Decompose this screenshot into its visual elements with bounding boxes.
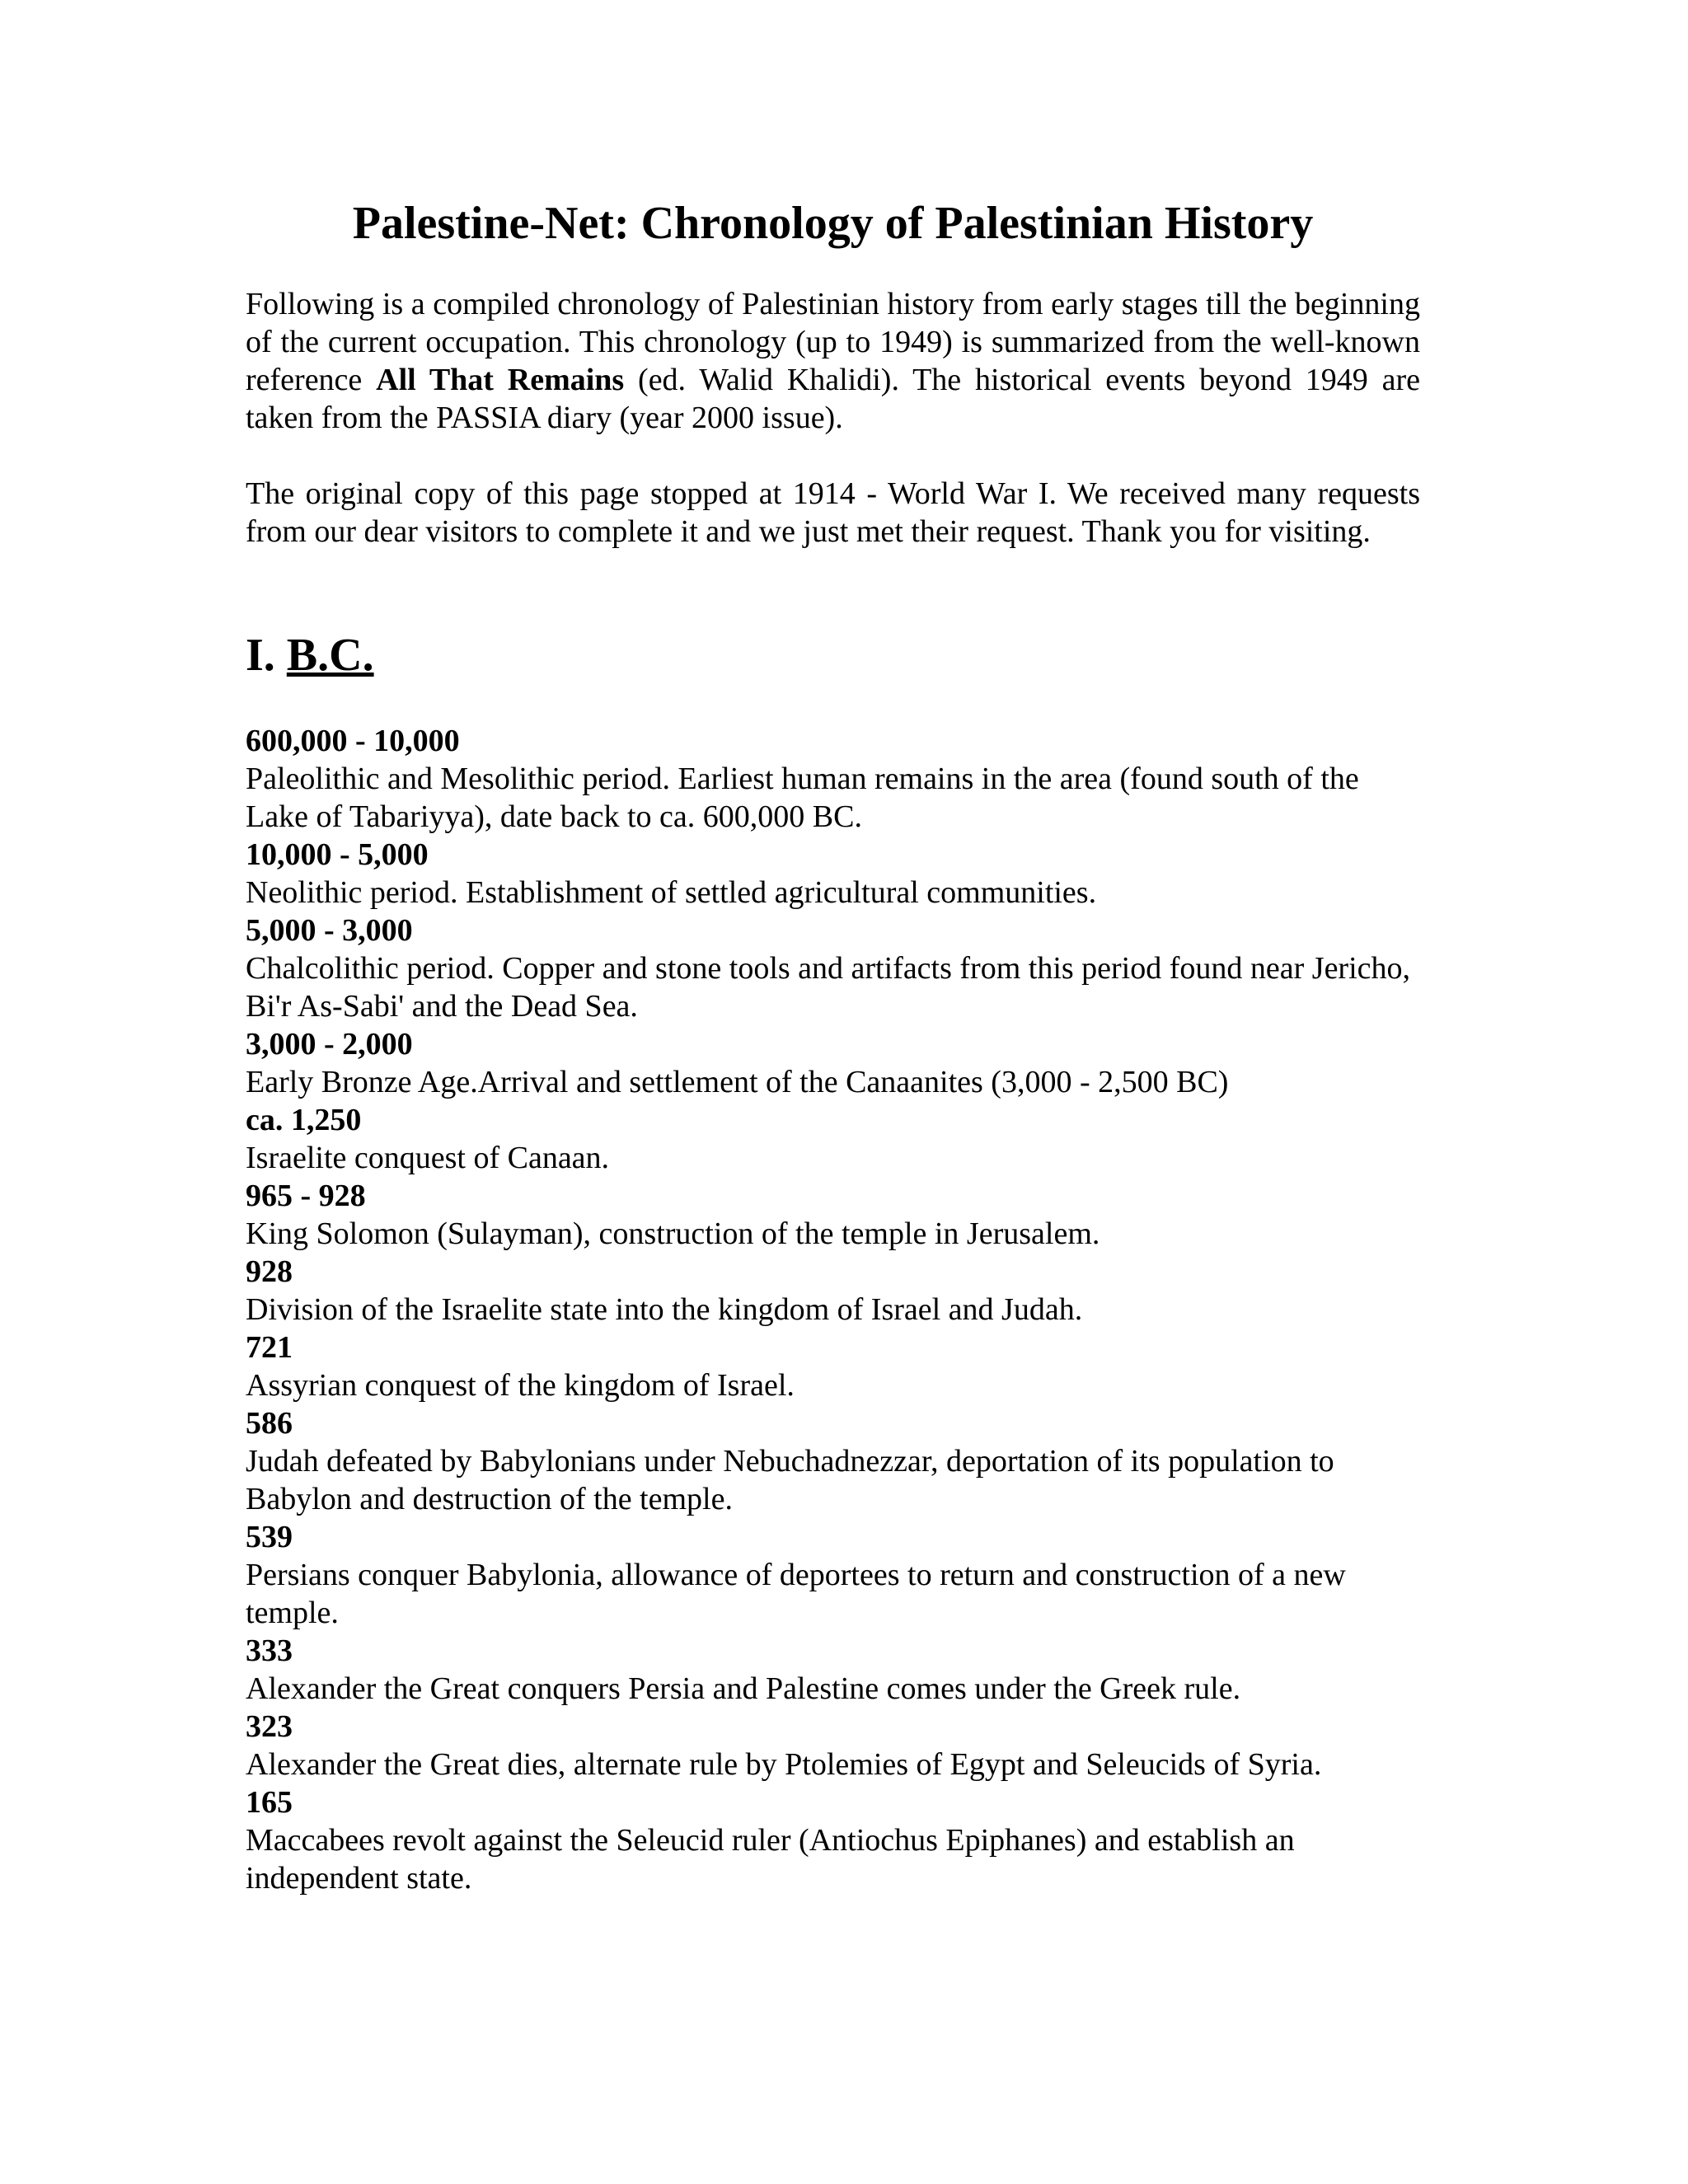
entry-date: 10,000 - 5,000 [246, 837, 429, 872]
section-label: B.C. [286, 630, 374, 681]
entry-date: 586 [246, 1406, 293, 1441]
chronology-entry [246, 1101, 1420, 1177]
entry-text: Alexander the Great dies, alternate rule by Ptolemies of Egypt and Seleucids of Syria. [246, 1747, 1322, 1782]
entry-date: 965 - 928 [246, 1179, 366, 1213]
entry-date: 323 [246, 1709, 293, 1744]
entry-date: 928 [246, 1254, 293, 1289]
chronology-entry [246, 1708, 1420, 1783]
intro-paragraph [246, 285, 1420, 437]
entry-text: Early Bronze Age.Arrival and settlement of the Canaanites (3,000 - 2,500 BC) [246, 1065, 1229, 1099]
entry-text: Neolithic period. Establishment of settled agricultural communities. [246, 875, 1097, 910]
chronology-entry [246, 1783, 1420, 1897]
chronology-entry [246, 912, 1420, 1025]
entry-text: Persians conquer Babylonia, allowance of deportees to return and construction of a new temple. [246, 1558, 1346, 1630]
intro-text-part1: Following is a compiled chronology of Palestinian history from early stages till the beginning of the current occupation. This chronology (up to 1949) is summarized from the well-known reference [246, 287, 1420, 397]
entry-text: King Solomon (Sulayman), construction of the temple in Jerusalem. [246, 1216, 1100, 1251]
entry-date: 721 [246, 1330, 293, 1365]
entry-date: 5,000 - 3,000 [246, 913, 413, 948]
section-numeral: I. [246, 630, 275, 681]
intro-reference-title: All That Remains [376, 363, 625, 397]
entry-date: ca. 1,250 [246, 1103, 362, 1137]
entry-date: 3,000 - 2,000 [246, 1027, 413, 1062]
chronology-entry [246, 836, 1420, 912]
intro2-text: The original copy of this page stopped at 1914 - World War I. We received many requests from our dear visitors to complete it and we just met their request. Thank you for visiting. [246, 476, 1420, 549]
chronology-entry [246, 1253, 1420, 1329]
entry-date: 333 [246, 1633, 293, 1668]
entry-text: Maccabees revolt against the Seleucid ruler (Antiochus Epiphanes) and establish an independent state. [246, 1823, 1295, 1896]
chronology-entry [246, 722, 1420, 836]
entry-date: 600,000 - 10,000 [246, 724, 460, 758]
section-heading-bc [246, 626, 374, 684]
chronology-entry [246, 1518, 1420, 1632]
intro-text-part2: (ed. Walid Khalidi). The historical events beyond 1949 are taken from the PASSIA diary (year 2000 issue). [246, 363, 1421, 435]
chronology-entry [246, 1404, 1420, 1518]
chronology-list [246, 722, 1420, 1897]
entry-text: Assyrian conquest of the kingdom of Israel. [246, 1368, 795, 1403]
chronology-entry [246, 1025, 1420, 1101]
entry-text: Paleolithic and Mesolithic period. Earliest human remains in the area (found south of the Lake of Tabariyya), date back to ca. 600,000 BC. [246, 762, 1359, 834]
page-title: Palestine-Net: Chronology of Palestinian History [352, 198, 1314, 249]
entry-text: Division of the Israelite state into the kingdom of Israel and Judah. [246, 1292, 1083, 1327]
entry-text: Alexander the Great conquers Persia and Palestine comes under the Greek rule. [246, 1671, 1241, 1706]
entry-text: Chalcolithic period. Copper and stone tools and artifacts from this period found near Jericho, Bi'r As-Sabi' and the Dead Sea. [246, 951, 1411, 1024]
entry-text: Israelite conquest of Canaan. [246, 1141, 610, 1175]
chronology-entry [246, 1632, 1420, 1708]
chronology-entry [246, 1329, 1420, 1404]
entry-date: 165 [246, 1785, 293, 1820]
chronology-entry [246, 1177, 1420, 1253]
intro-paragraph-2 [246, 475, 1420, 551]
entry-date: 539 [246, 1520, 293, 1554]
entry-text: Judah defeated by Babylonians under Nebuchadnezzar, deportation of its population to Babylon and destruction of the temple. [246, 1444, 1334, 1516]
